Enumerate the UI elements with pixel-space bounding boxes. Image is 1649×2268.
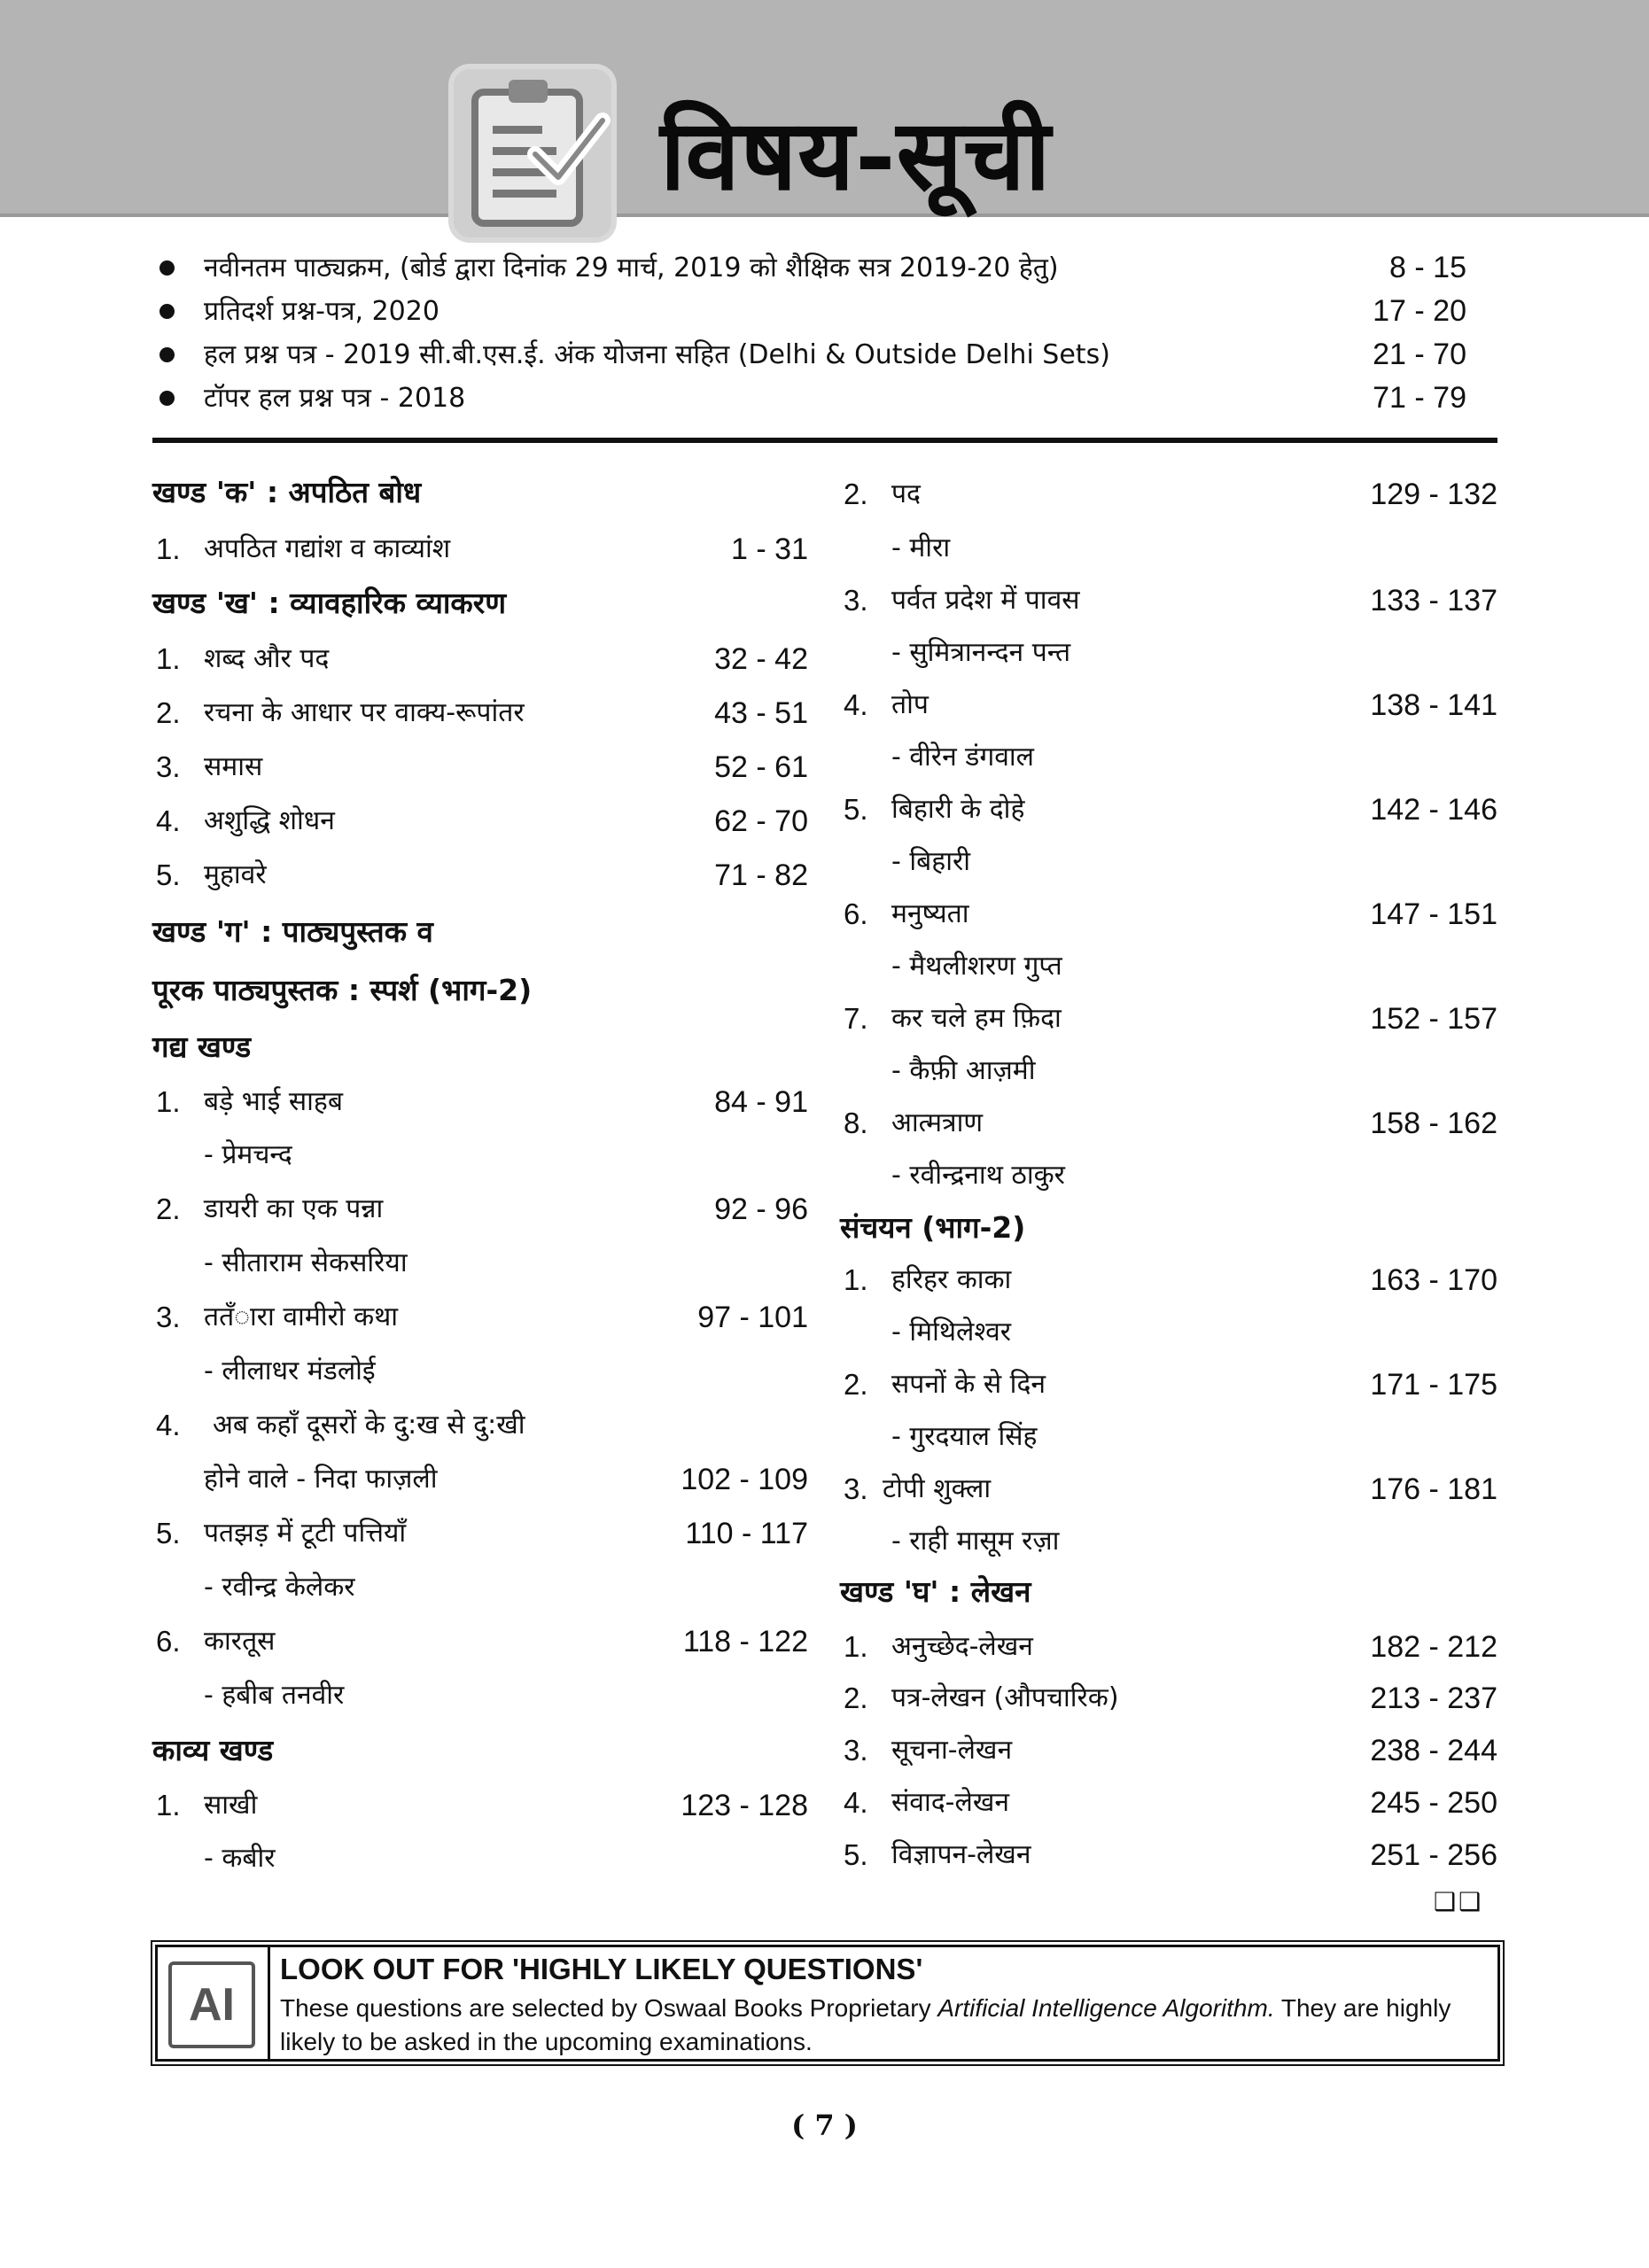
- entry-author: [152, 1129, 808, 1183]
- toc-entry[interactable]: [152, 741, 808, 795]
- author-name: - प्रेमचन्द: [204, 1139, 292, 1170]
- entry-pages: 245 - 250: [1370, 1786, 1497, 1820]
- author-name: - सीताराम सेकसरिया: [204, 1247, 408, 1278]
- toc-entry[interactable]: [840, 784, 1497, 836]
- toc-entry[interactable]: [840, 680, 1497, 732]
- entry-title: पत्र-लेखन (औपचारिक): [891, 1682, 1119, 1713]
- author-name: - मैथलीशरण गुप्त: [891, 951, 1062, 982]
- subsection-heading: गद्य खण्ड: [152, 1029, 252, 1064]
- author-name: - रवीन्द्र केलेकर: [204, 1572, 355, 1603]
- toc-entry[interactable]: [840, 1829, 1497, 1882]
- entry-pages: 62 - 70: [714, 804, 808, 838]
- toc-entry[interactable]: [840, 1254, 1497, 1307]
- toc-left-column: [152, 470, 808, 1886]
- toc-entry[interactable]: [840, 470, 1497, 523]
- entry-pages: 171 - 175: [1370, 1368, 1497, 1402]
- intro-item-text: टॉपर हल प्रश्न पत्र - 2018: [204, 383, 466, 414]
- author-name: - राही मासूम रज़ा: [891, 1526, 1060, 1557]
- entry-title: टोपी शुक्ला: [883, 1473, 992, 1504]
- author-name: - कबीर: [204, 1843, 276, 1874]
- entry-title: सपनों के से दिन: [891, 1369, 1046, 1400]
- entry-pages: 176 - 181: [1370, 1472, 1497, 1506]
- toc-entry[interactable]: [840, 575, 1497, 627]
- entry-number: 5.: [844, 1838, 868, 1871]
- divider: [268, 1947, 270, 2059]
- entry-number: 4.: [844, 1786, 868, 1819]
- bullet-icon: [159, 260, 175, 276]
- entry-pages: 97 - 101: [697, 1301, 808, 1334]
- entry-pages: 102 - 109: [681, 1463, 808, 1496]
- entry-pages: 152 - 157: [1370, 1002, 1497, 1036]
- intro-item-pages: 8 - 15: [1389, 251, 1466, 284]
- ai-notice-italic: Artificial Intelligence Algorithm.: [937, 1994, 1275, 2022]
- entry-number: 2.: [844, 478, 868, 510]
- entry-pages: 52 - 61: [714, 750, 808, 784]
- bullet-icon: [159, 391, 175, 406]
- entry-number: 1.: [156, 642, 181, 675]
- entry-author: [840, 941, 1497, 993]
- entry-author: [840, 1150, 1497, 1202]
- intro-item-text: नवीनतम पाठ्यक्रम, (बोर्ड द्वारा दिनांक 29 मार्च, 2019 को शैक्षिक सत्र 2019-20 हेतु): [204, 252, 1059, 284]
- toc-entry[interactable]: [840, 1725, 1497, 1777]
- ai-notice-body: [280, 1992, 1485, 2059]
- entry-number: 4.: [156, 804, 181, 837]
- entry-title: तोप: [891, 689, 929, 720]
- author-name: - लीलाधर मंडलोई: [204, 1355, 376, 1386]
- entry-pages: 142 - 146: [1370, 793, 1497, 827]
- section-heading: संचयन (भाग-2): [840, 1210, 1026, 1245]
- intro-item-pages: 17 - 20: [1373, 294, 1466, 328]
- author-name: - सुमित्रानन्दन पन्त: [891, 637, 1071, 668]
- entry-pages: 92 - 96: [714, 1192, 808, 1226]
- section-heading: पूरक पाठ्यपुस्तक : स्पर्श (भाग-2): [152, 973, 533, 1007]
- section-heading: खण्ड 'ग' : पाठ्यपुस्तक व: [152, 914, 433, 949]
- entry-author: [840, 1411, 1497, 1464]
- entry-title: कारतूस: [204, 1626, 276, 1657]
- author-name: - गुरदयाल सिंह: [891, 1421, 1038, 1452]
- entry-pages: 158 - 162: [1370, 1107, 1497, 1140]
- entry-title: डायरी का एक पन्ना: [204, 1193, 384, 1224]
- entry-number: 3.: [844, 1472, 868, 1505]
- divider-rule: [152, 438, 1497, 443]
- entry-title: पतझड़ में टूटी पत्तियाँ: [204, 1518, 407, 1549]
- author-name: - बिहारी: [891, 846, 971, 877]
- entry-title: होने वाले - निदा फाज़ली: [204, 1464, 438, 1495]
- entry-pages: 213 - 237: [1370, 1682, 1497, 1715]
- intro-item-pages: 21 - 70: [1373, 338, 1466, 371]
- entry-title: बिहारी के दोहे: [891, 794, 1025, 825]
- entry-number: 4.: [844, 688, 868, 721]
- entry-pages: 1 - 31: [731, 532, 808, 566]
- entry-pages: 43 - 51: [714, 696, 808, 730]
- entry-pages: 147 - 151: [1370, 897, 1497, 931]
- entry-number: 2.: [156, 696, 181, 729]
- entry-title: समास: [204, 751, 263, 782]
- entry-title: आत्मत्राण: [891, 1107, 984, 1138]
- entry-title: मनुष्यता: [891, 898, 969, 929]
- entry-title: रचना के आधार पर वाक्य-रूपांतर: [204, 697, 525, 728]
- entry-title: अशुद्धि शोधन: [204, 805, 335, 836]
- toc-entry[interactable]: [152, 1778, 808, 1832]
- page-title: विषय-सूची: [660, 97, 1052, 212]
- entry-title: मुहावरे: [204, 859, 267, 890]
- intro-list: [151, 246, 1497, 420]
- toc-entry[interactable]: [152, 1291, 808, 1345]
- entry-title: हरिहर काका: [891, 1264, 1012, 1295]
- section-heading: खण्ड 'क' : अपठित बोध: [152, 475, 422, 509]
- entry-number: 3.: [844, 1734, 868, 1767]
- entry-number: 4.: [156, 1409, 181, 1441]
- entry-author: [840, 523, 1497, 575]
- entry-number: 3.: [156, 750, 181, 783]
- intro-item[interactable]: [151, 377, 1497, 420]
- toc-entry[interactable]: [152, 1075, 808, 1129]
- entry-pages: 71 - 82: [714, 858, 808, 892]
- toc-entry[interactable]: [840, 889, 1497, 941]
- entry-author: [152, 1345, 808, 1399]
- intro-item[interactable]: [151, 246, 1497, 290]
- author-name: - मिथिलेश्वर: [891, 1317, 1012, 1348]
- entry-title: साखी: [204, 1790, 258, 1821]
- entry-title: पद: [891, 478, 921, 509]
- entry-number: 3.: [844, 584, 868, 617]
- ai-notice-text: These questions are selected by Oswaal Books Proprietary: [280, 1994, 938, 2022]
- author-name: - कैफ़ी आज़मी: [891, 1055, 1036, 1086]
- bullet-icon: [159, 304, 175, 319]
- section-heading: खण्ड 'घ' : लेखन: [840, 1574, 1031, 1609]
- entry-author: [840, 1516, 1497, 1568]
- entry-pages: 251 - 256: [1370, 1838, 1497, 1872]
- entry-number: 2.: [844, 1368, 868, 1401]
- entry-number: 1.: [844, 1630, 868, 1663]
- entry-number: 5.: [156, 1517, 181, 1550]
- entry-author: [152, 1669, 808, 1723]
- entry-title: अब कहाँ दूसरों के दु:ख से दु:खी: [213, 1410, 525, 1441]
- entry-pages: 32 - 42: [714, 642, 808, 676]
- entry-title: संवाद-लेखन: [891, 1787, 1010, 1818]
- intro-item[interactable]: [151, 333, 1497, 377]
- toc-entry[interactable]: [840, 1464, 1497, 1516]
- entry-author: [840, 1307, 1497, 1359]
- toc-entry[interactable]: [840, 993, 1497, 1045]
- toc-entry[interactable]: [152, 524, 808, 578]
- toc-entry-continued[interactable]: [152, 1453, 808, 1507]
- author-name: - वीरेन डंगवाल: [891, 742, 1034, 773]
- bullet-icon: [159, 347, 175, 362]
- entry-number: 5.: [844, 793, 868, 826]
- entry-pages: 138 - 141: [1370, 688, 1497, 722]
- entry-number: 1.: [156, 1085, 181, 1118]
- entry-number: 5.: [156, 858, 181, 891]
- entry-number: 8.: [844, 1107, 868, 1139]
- entry-number: 2.: [844, 1682, 868, 1714]
- entry-author: [152, 1237, 808, 1291]
- entry-pages: 129 - 132: [1370, 478, 1497, 511]
- toc-entry[interactable]: [152, 687, 808, 741]
- ai-notice-box: [155, 1945, 1500, 2062]
- entry-pages: 182 - 212: [1370, 1630, 1497, 1664]
- entry-author: [840, 1045, 1497, 1098]
- toc-entry[interactable]: [840, 1620, 1497, 1673]
- entry-title: ततँारा वामीरो कथा: [204, 1301, 399, 1332]
- intro-item-text: हल प्रश्न पत्र - 2019 सी.बी.एस.ई. अंक योजना सहित (Delhi & Outside Delhi Sets): [204, 339, 1110, 370]
- author-name: - रवीन्द्रनाथ ठाकुर: [891, 1160, 1065, 1191]
- ai-notice-text: They are highly likely to be asked in the upcoming examinations.: [280, 1994, 1451, 2055]
- entry-author: [152, 1561, 808, 1615]
- toc-entry[interactable]: [152, 795, 808, 849]
- entry-author: [152, 1832, 808, 1886]
- entry-number: 6.: [156, 1625, 181, 1658]
- entry-pages: 118 - 122: [682, 1625, 808, 1658]
- entry-title: अनुच्छेद-लेखन: [891, 1631, 1033, 1662]
- entry-title: सूचना-लेखन: [891, 1735, 1013, 1766]
- section-heading: खण्ड 'ख' : व्यावहारिक व्याकरण: [152, 586, 507, 620]
- entry-title: पर्वत प्रदेश में पावस: [891, 585, 1080, 616]
- entry-pages: 84 - 91: [714, 1085, 808, 1119]
- entry-number: 1.: [156, 532, 181, 565]
- toc-entry[interactable]: [152, 1399, 808, 1453]
- entry-author: [840, 836, 1497, 889]
- entry-number: 7.: [844, 1002, 868, 1035]
- entry-number: 2.: [156, 1192, 181, 1225]
- entry-number: 3.: [156, 1301, 181, 1333]
- toc-entry[interactable]: [840, 1777, 1497, 1829]
- entry-pages: 163 - 170: [1370, 1263, 1497, 1297]
- intro-item-pages: 71 - 79: [1373, 381, 1466, 415]
- ai-logo-icon: AI: [168, 1961, 255, 2048]
- entry-author: [840, 627, 1497, 680]
- author-name: - हबीब तनवीर: [204, 1680, 345, 1711]
- toc-entry[interactable]: [840, 1098, 1497, 1150]
- toc-entry[interactable]: [152, 1183, 808, 1237]
- ai-notice-title: LOOK OUT FOR 'HIGHLY LIKELY QUESTIONS': [280, 1953, 923, 1985]
- entry-number: 6.: [844, 897, 868, 930]
- entry-pages: 123 - 128: [681, 1789, 808, 1822]
- toc-entry[interactable]: [840, 1359, 1497, 1411]
- entry-pages: 238 - 244: [1370, 1734, 1497, 1767]
- toc-entry[interactable]: [152, 1615, 808, 1669]
- toc-entry[interactable]: [840, 1673, 1497, 1725]
- entry-number: 1.: [844, 1263, 868, 1296]
- entry-author: [840, 732, 1497, 784]
- entry-pages: 133 - 137: [1370, 584, 1497, 617]
- author-name: - मीरा: [891, 532, 951, 563]
- toc-right-column: [840, 470, 1497, 1882]
- intro-item-text: प्रतिदर्श प्रश्न-पत्र, 2020: [204, 296, 439, 327]
- toc-entry[interactable]: [152, 849, 808, 903]
- entry-title: विज्ञापन-लेखन: [891, 1839, 1031, 1870]
- toc-entry[interactable]: [152, 633, 808, 687]
- entry-pages: 110 - 117: [685, 1517, 808, 1550]
- end-marks: ❑❑: [1434, 1887, 1484, 1916]
- page-number: ( 7 ): [791, 2109, 858, 2142]
- clipboard-check-icon: [454, 69, 611, 237]
- entry-title: कर चले हम फ़िदा: [891, 1003, 1062, 1034]
- subsection-heading: काव्य खण्ड: [152, 1733, 274, 1767]
- intro-item[interactable]: [151, 290, 1497, 333]
- entry-title: अपठित गद्यांश व काव्यांश: [204, 533, 451, 564]
- toc-entry[interactable]: [152, 1507, 808, 1561]
- entry-number: 1.: [156, 1789, 181, 1821]
- entry-title: शब्द और पद: [204, 643, 330, 674]
- entry-title: बड़े भाई साहब: [204, 1086, 343, 1117]
